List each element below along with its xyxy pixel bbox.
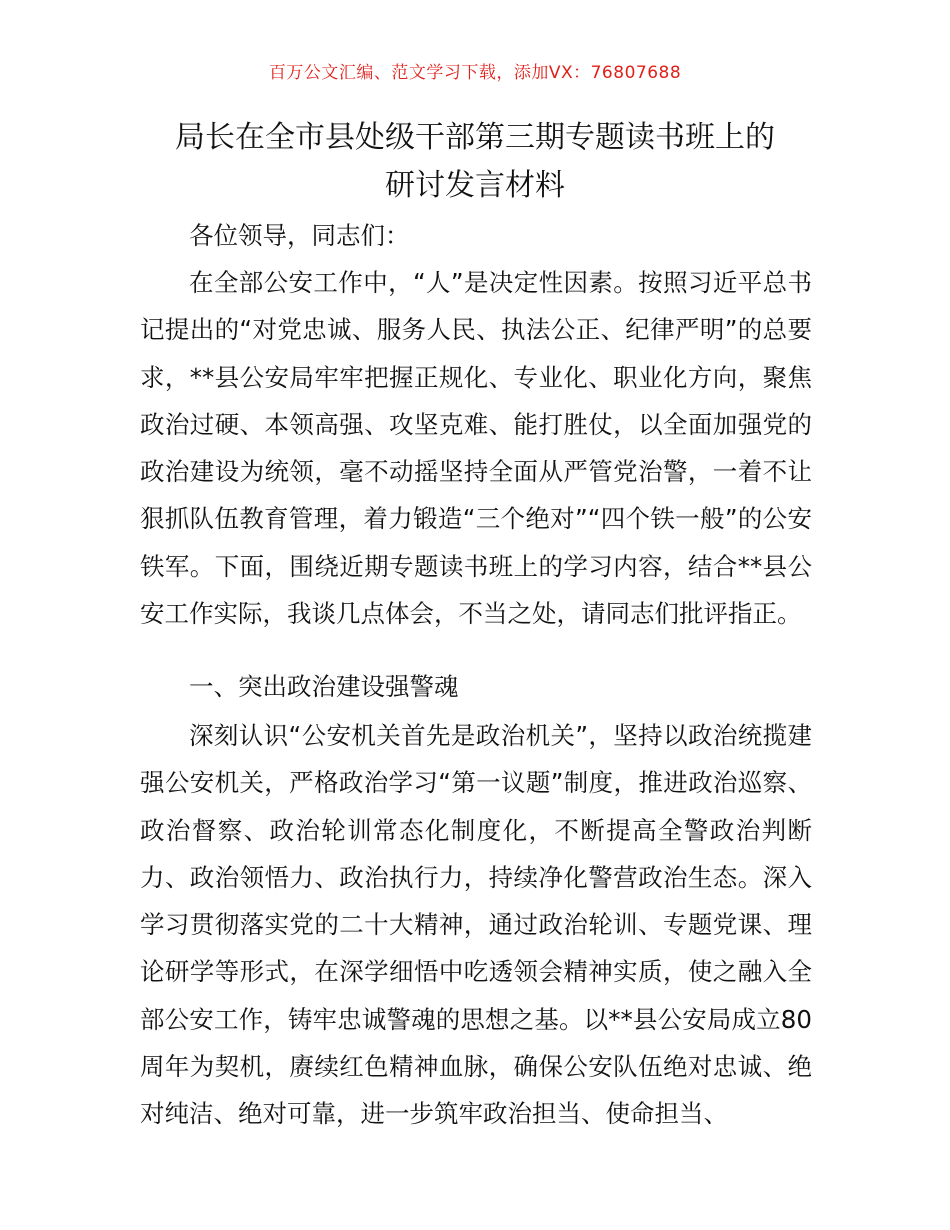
- title-line-2: 研讨发言材料: [385, 168, 565, 203]
- section-heading-block: [140, 663, 812, 710]
- paragraph-1-block: [140, 259, 812, 637]
- paragraph-2: 深刻认识“公安机关首先是政治机关”，坚持以政治统揽建强公安机关，严格政治学习“第一议题”制度，推进政治巡察、政治督察、政治轮训常态化制度化，不断提高全警政治判断力、政治领悟力、政治执行力，持续净化警营政治生态。深入学习贯彻落实党的二十大精神，通过政治轮训、专题党课、理论研学等形式，在深学细悟中吃透领会精神实质，使之融入全部公安工作，铸牢忠诚警魂的思想之基。以**县公安局成立80周年为契机，赓续红色精神血脉，确保公安队伍绝对忠诚、绝对纯洁、绝对可靠，进一步筑牢政治担当、使命担当、: [140, 721, 812, 1129]
- salutation: 各位领导，同志们：: [189, 221, 410, 250]
- paragraph-1: 在全部公安工作中，“人”是决定性因素。按照习近平总书记提出的“对党忠诚、服务人民、执法公正、纪律严明”的总要求，**县公安局牢牢把握正规化、专业化、职业化方向，聚焦政治过硬、本领高强、攻坚克难、能打胜仗，以全面加强党的政治建设为统领，毫不动摇坚持全面从严管党治警，一着不让狠抓队伍教育管理，着力锻造“三个绝对”“四个铁一般”的公安铁军。下面，围绕近期专题读书班上的学习内容，结合**县公安工作实际，我谈几点体会，不当之处，请同志们批评指正。: [140, 268, 812, 629]
- paragraph-2-block: [140, 712, 812, 1138]
- salutation-block: [140, 212, 812, 259]
- section-heading-1: 一、突出政治建设强警魂: [189, 672, 459, 701]
- title-line-1: 局长在全市县处级干部第三期专题读书班上的: [175, 120, 775, 155]
- document-title: [140, 114, 810, 210]
- watermark-text: 百万公文汇编、范文学习下载，添加VX：76807688: [268, 63, 682, 83]
